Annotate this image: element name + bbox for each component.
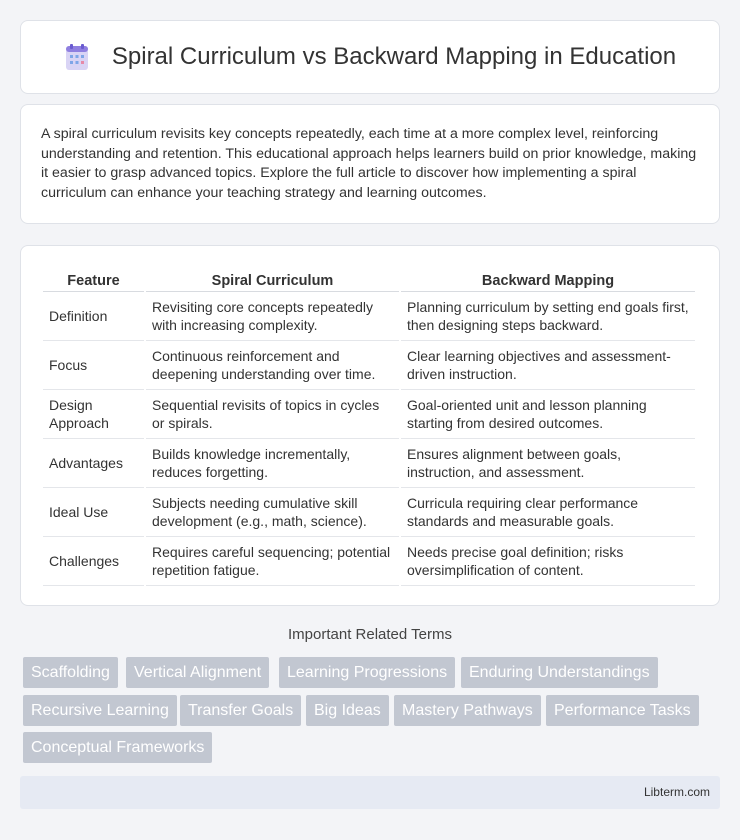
page-title: Spiral Curriculum vs Backward Mapping in Education [111, 43, 677, 70]
table-row [43, 292, 695, 341]
tag-big-ideas[interactable]: Big Ideas [306, 695, 389, 726]
table-header-row [43, 268, 695, 292]
cell-feature: Advantages [43, 439, 144, 488]
table-row [43, 537, 695, 586]
title-card [20, 20, 720, 94]
table-row [43, 390, 695, 439]
cell-spiral: Requires careful sequencing; potential repetition fatigue. [146, 537, 399, 586]
cell-feature: Challenges [43, 537, 144, 586]
comparison-table [41, 268, 697, 586]
table-row [43, 341, 695, 390]
cell-backward: Curricula requiring clear performance standards and measurable goals. [401, 488, 695, 537]
header-backward: Backward Mapping [401, 268, 695, 292]
header-spiral: Spiral Curriculum [146, 268, 399, 292]
cell-backward: Needs precise goal definition; risks oversimplification of content. [401, 537, 695, 586]
cell-spiral: Sequential revisits of topics in cycles or spirals. [146, 390, 399, 439]
cell-spiral: Builds knowledge incrementally, reduces forgetting. [146, 439, 399, 488]
tag-conceptual-frameworks[interactable]: Conceptual Frameworks [23, 732, 212, 763]
table-row [43, 439, 695, 488]
tag-learning-progressions[interactable]: Learning Progressions [279, 657, 455, 688]
comparison-table-card [20, 245, 720, 606]
tag-performance-tasks[interactable]: Performance Tasks [546, 695, 699, 726]
tag-vertical-alignment[interactable]: Vertical Alignment [126, 657, 269, 688]
tag-scaffolding[interactable]: Scaffolding [23, 657, 118, 688]
cell-backward: Clear learning objectives and assessment-driven instruction. [401, 341, 695, 390]
cell-feature: Focus [43, 341, 144, 390]
tag-recursive-learning[interactable]: Recursive Learning [23, 695, 177, 726]
document-list-icon [64, 43, 90, 71]
cell-backward: Ensures alignment between goals, instruction, and assessment. [401, 439, 695, 488]
cell-spiral: Revisiting core concepts repeatedly with increasing complexity. [146, 292, 399, 341]
cell-feature: Ideal Use [43, 488, 144, 537]
cell-spiral: Subjects needing cumulative skill development (e.g., math, science). [146, 488, 399, 537]
tag-enduring-understandings[interactable]: Enduring Understandings [461, 657, 658, 688]
tag-mastery-pathways[interactable]: Mastery Pathways [394, 695, 541, 726]
footer [20, 776, 720, 809]
tag-transfer-goals[interactable]: Transfer Goals [180, 695, 301, 726]
table-row [43, 488, 695, 537]
intro-text: A spiral curriculum revisits key concepts repeatedly, each time at a more complex level, reinforcing understanding and retention. This educational approach helps learners build on prior knowledge, making it easier to grasp advanced topics. Explore the full article to discover how implementing a spiral curriculum can enhance your teaching strategy and learning outcomes. [41, 126, 697, 201]
cell-spiral: Continuous reinforcement and deepening understanding over time. [146, 341, 399, 390]
cell-backward: Goal-oriented unit and lesson planning starting from desired outcomes. [401, 390, 695, 439]
cell-backward: Planning curriculum by setting end goals first, then designing steps backward. [401, 292, 695, 341]
cell-feature: Design Approach [43, 390, 144, 439]
header-feature: Feature [43, 268, 144, 292]
intro-card [20, 104, 720, 224]
related-terms-heading: Important Related Terms [288, 626, 452, 643]
footer-site-link[interactable]: Libterm.com [643, 785, 710, 799]
cell-feature: Definition [43, 292, 144, 341]
